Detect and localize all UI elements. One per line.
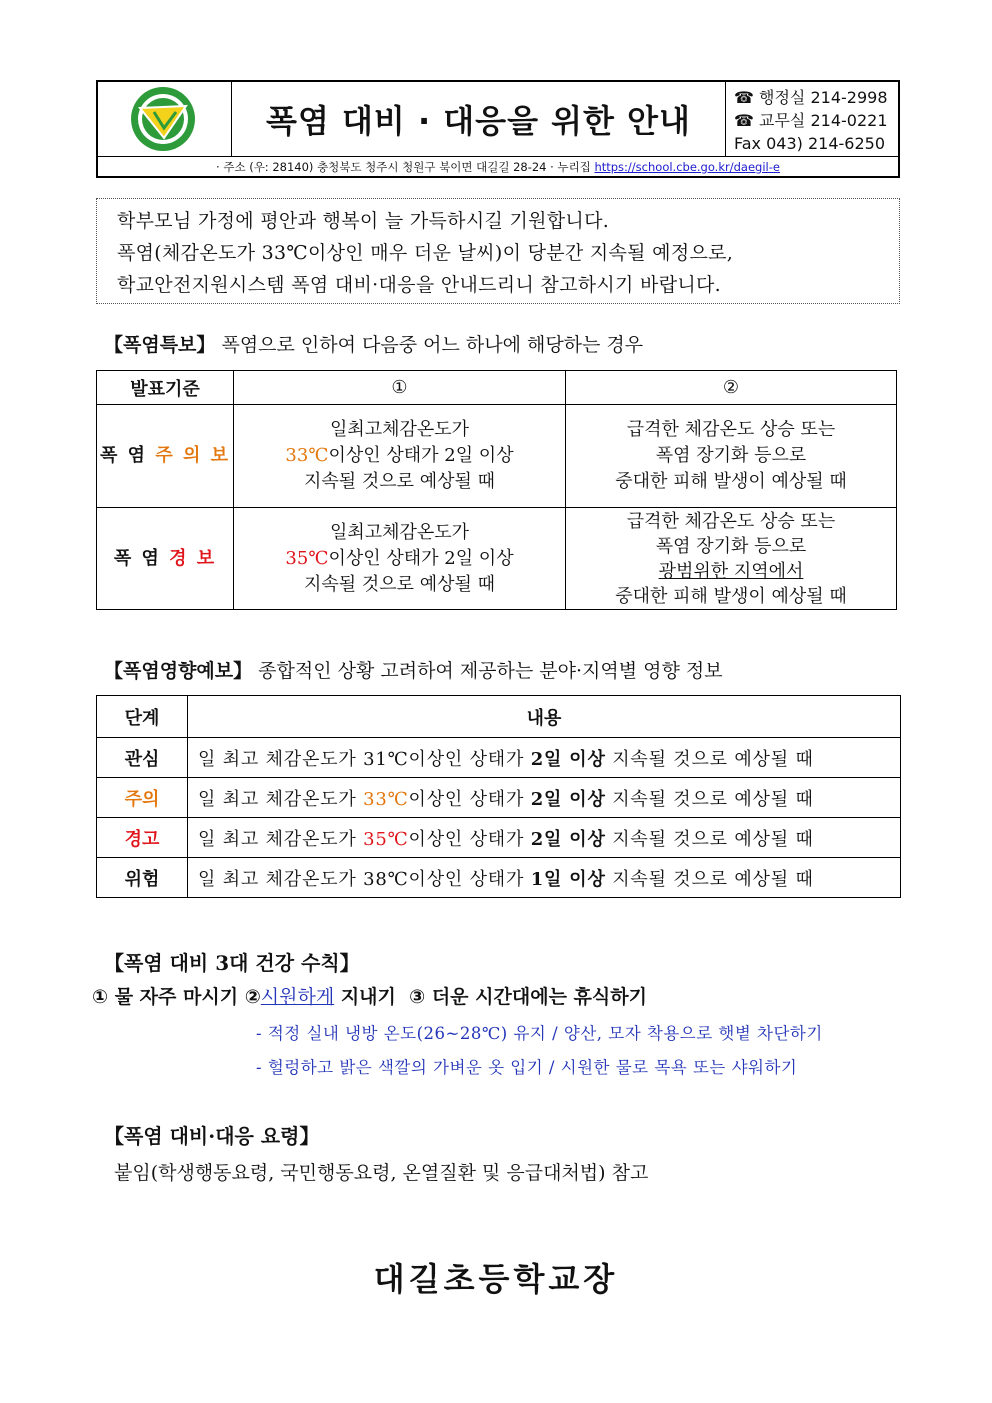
page-title: 폭염 대비 · 대응을 위한 안내 (266, 102, 691, 140)
school-logo-cell (98, 82, 232, 156)
stage-cell: 경고 (97, 818, 188, 858)
col-header-stage: 단계 (97, 696, 188, 738)
temp-value: 33℃ (363, 788, 409, 810)
table-row (97, 738, 901, 778)
health-rules-heading: 【폭염 대비 3대 건강 수칙】 (104, 951, 360, 975)
advisory-row (97, 405, 897, 508)
health-tip-2: - 헐렁하고 밝은 색깔의 가벼운 옷 입기 / 시원한 물로 목욕 또는 샤워하기 (256, 1058, 798, 1077)
text-span: 일 최고 체감온도가 (198, 868, 364, 890)
warning-criteria-1 (234, 508, 566, 610)
col-header-2: ② (566, 371, 897, 405)
advisory-label (97, 405, 234, 508)
text-span: 지속될 것으로 예상될 때 (605, 868, 814, 890)
temp-value: 35℃ (285, 547, 329, 569)
advisory-label-b: 주 의 보 (155, 445, 231, 466)
advisory-criteria-1 (234, 405, 566, 508)
text-span: 이상인 상태가 (408, 788, 531, 810)
rule-2-number: ② (244, 986, 261, 1008)
stage-cell: 위험 (97, 858, 188, 898)
letterhead (96, 80, 900, 178)
warning-criteria-2 (566, 508, 897, 610)
warning-label (97, 508, 234, 610)
principal-signature: 대길초등학교장 (373, 1260, 619, 1298)
section-desc: 종합적인 상황 고려하여 제공하는 분야·지역별 영향 정보 (258, 660, 723, 682)
text-line (234, 443, 565, 469)
text-line: 중대한 피해 발생이 예상될 때 (615, 471, 847, 492)
advisory-criteria-2 (566, 405, 897, 508)
rule-3: ③ 더운 시간대에는 휴식하기 (409, 986, 647, 1008)
stage-cell: 주의 (97, 778, 188, 818)
text-span: 일 최고 체감온도가 (198, 788, 364, 810)
text-span: 이상인 상태가 2일 이상 (328, 445, 514, 466)
text-line: 폭염 장기화 등으로 (655, 445, 807, 466)
stage-cell: 관심 (97, 738, 188, 778)
text-span: 일 최고 체감온도가 (198, 748, 364, 770)
text-line: 일최고체감온도가 (329, 521, 470, 543)
table-row (97, 778, 901, 818)
rule-2-link: 시원하게 (260, 986, 335, 1008)
temp-value: 35℃ (363, 828, 409, 850)
text-span: 일 최고 체감온도가 (198, 828, 364, 850)
intro-line-2: 폭염(체감온도가 33℃이상인 매우 더운 날씨)이 당분간 지속될 예정으로, (117, 242, 734, 264)
text-line: 일최고체감온도가 (329, 419, 470, 440)
guideline-heading: 【폭염 대비·대응 요령】 (104, 1124, 320, 1148)
text-span: 이상인 상태가 (408, 868, 531, 890)
text-line: 급격한 체감온도 상승 또는 (626, 510, 836, 532)
fax-number: Fax 043) 214-6250 (734, 134, 885, 153)
school-logo-icon (98, 82, 232, 156)
temp-value: 38℃ (363, 868, 409, 890)
duration-value: 2일 이상 (530, 788, 606, 810)
text-span: 지속될 것으로 예상될 때 (605, 748, 814, 770)
col-header-content: 내용 (188, 696, 901, 738)
admin-office-phone: ☎ 행정실 214-2998 (734, 88, 888, 107)
col-header-1: ① (234, 371, 566, 405)
heatwave-alert-heading (104, 330, 643, 357)
text-line: 급격한 체감온도 상승 또는 (626, 419, 836, 440)
content-cell (188, 858, 901, 898)
health-tip-1: - 적정 실내 냉방 온도(26~28℃) 유지 / 양산, 모자 착용으로 햇볕 차단하기 (256, 1024, 823, 1043)
rule-1: ① 물 자주 마시기 (92, 986, 239, 1008)
content-cell (188, 818, 901, 858)
website-link[interactable]: https://school.cbe.go.kr/daegil-e (594, 160, 780, 174)
intro-box (96, 198, 900, 304)
duration-value: 2일 이상 (530, 828, 606, 850)
title-cell (232, 82, 726, 156)
table-row (97, 818, 901, 858)
section-title: 【폭염특보】 (104, 334, 216, 356)
text-line: 지속될 것으로 예상될 때 (303, 471, 496, 492)
col-header-criteria: 발표기준 (97, 371, 234, 405)
advisory-label-a: 폭 염 (99, 445, 148, 466)
intro-line-3: 학교안전지원시스템 폭염 대비·대응을 안내드리니 참고하시기 바랍니다. (117, 274, 721, 296)
section-desc: 폭염으로 인하여 다음중 어느 하나에 해당하는 경우 (221, 334, 644, 356)
health-rules-list (92, 982, 647, 1009)
text-line (234, 546, 565, 572)
intro-line-1: 학부모님 가정에 평안과 행복이 늘 가득하시길 기원합니다. (117, 210, 610, 232)
text-line: 지속될 것으로 예상될 때 (303, 573, 496, 595)
text-span: 이상인 상태가 2일 이상 (328, 547, 514, 569)
guideline-text: 붙임(학생행동요령, 국민행동요령, 온열질환 및 응급대처법) 참고 (114, 1162, 649, 1184)
teachers-office-phone: ☎ 교무실 214-0221 (734, 111, 888, 130)
duration-value: 1일 이상 (530, 868, 606, 890)
text-span: 지속될 것으로 예상될 때 (605, 828, 814, 850)
temp-value: 33℃ (285, 445, 329, 466)
temp-value: 31℃ (363, 748, 409, 770)
text-line: 광범위한 지역에서 (658, 560, 804, 582)
address-text: · 주소 (우: 28140) 충청북도 청주시 청원구 북이면 대길길 28-24 · 누리집 (216, 160, 591, 174)
content-cell (188, 738, 901, 778)
text-span: 이상인 상태가 (408, 748, 531, 770)
text-span: 이상인 상태가 (408, 828, 531, 850)
heatwave-alert-table (96, 370, 897, 610)
text-line: 폭염 장기화 등으로 (655, 535, 807, 557)
warning-label-a: 폭 염 (113, 547, 161, 569)
text-line: 중대한 피해 발생이 예상될 때 (615, 585, 847, 607)
duration-value: 2일 이상 (530, 748, 606, 770)
contact-info (734, 86, 898, 155)
address-line (98, 156, 898, 178)
table-row (97, 858, 901, 898)
rule-2-rest: 지내기 (340, 986, 396, 1008)
text-span: 지속될 것으로 예상될 때 (605, 788, 814, 810)
section-title: 【폭염영향예보】 (104, 660, 253, 682)
warning-row (97, 508, 897, 610)
impact-forecast-heading (104, 656, 723, 683)
impact-forecast-table (96, 695, 901, 898)
warning-label-b: 경 보 (169, 547, 217, 569)
content-cell (188, 778, 901, 818)
